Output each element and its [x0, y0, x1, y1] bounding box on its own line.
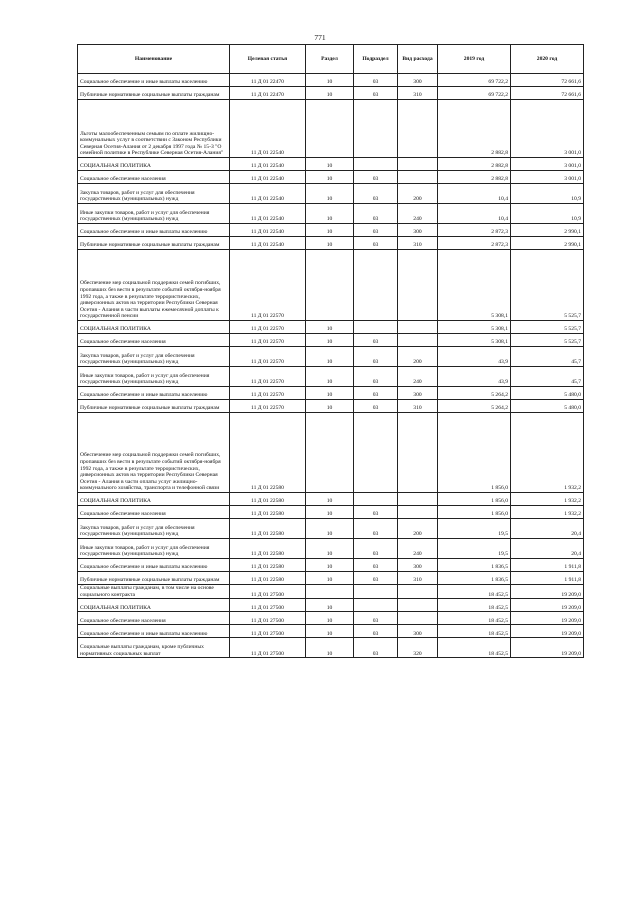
table-row — [78, 400, 584, 413]
cell-year-2019: 1 836,5 — [438, 559, 511, 572]
table-row — [78, 585, 584, 599]
cell-subsection — [354, 158, 398, 171]
cell-section — [306, 585, 354, 599]
cell-subsection — [354, 100, 398, 158]
cell-expense-type — [398, 171, 438, 184]
cell-target-article: 11 Д 01 22570 — [230, 321, 306, 334]
cell-year-2019: 2 882,8 — [438, 100, 511, 158]
cell-target-article: 11 Д 01 22580 — [230, 506, 306, 519]
header-year-2020: 2020 год — [511, 45, 584, 74]
cell-expense-type — [398, 506, 438, 519]
cell-section: 10 — [306, 171, 354, 184]
cell-name: СОЦИАЛЬНАЯ ПОЛИТИКА — [78, 158, 230, 171]
cell-year-2020: 19 209,0 — [511, 638, 584, 658]
cell-target-article: 11 Д 01 22570 — [230, 347, 306, 367]
cell-section: 10 — [306, 559, 354, 572]
cell-subsection: 03 — [354, 539, 398, 559]
cell-year-2020: 1 932,2 — [511, 493, 584, 506]
cell-name: Публичные нормативные социальные выплаты гражданам — [78, 400, 230, 413]
cell-subsection: 03 — [354, 559, 398, 572]
cell-target-article: 11 Д 01 22580 — [230, 572, 306, 585]
cell-subsection: 03 — [354, 204, 398, 224]
cell-target-article: 11 Д 01 22540 — [230, 158, 306, 171]
cell-expense-type: 200 — [398, 347, 438, 367]
table-row — [78, 87, 584, 100]
cell-section: 10 — [306, 519, 354, 539]
cell-name: Закупка товаров, работ и услуг для обеспечения государственных (муниципальных) нужд — [78, 519, 230, 539]
cell-year-2019: 10,4 — [438, 204, 511, 224]
cell-year-2020: 19 209,0 — [511, 612, 584, 625]
cell-year-2020: 72 661,6 — [511, 74, 584, 87]
cell-year-2019: 1 836,5 — [438, 572, 511, 585]
cell-section: 10 — [306, 506, 354, 519]
table-row — [78, 237, 584, 250]
cell-name: Обеспечение мер социальной поддержки семей погибших, пропавших без вести в результате событий октября-ноября 1992 года, а также в результате террористических, диверсионных актов на территории Республики Северная Осетия - Алания в части выплаты ежемесячной доплаты к государственной пенсии — [78, 250, 230, 321]
table-row — [78, 387, 584, 400]
cell-name: Публичные нормативные социальные выплаты гражданам — [78, 87, 230, 100]
cell-target-article: 11 Д 01 27500 — [230, 599, 306, 612]
cell-year-2020: 19 209,0 — [511, 625, 584, 638]
cell-section: 10 — [306, 387, 354, 400]
cell-name: Социальное обеспечение населения — [78, 171, 230, 184]
cell-year-2019: 69 722,2 — [438, 74, 511, 87]
cell-year-2020: 3 001,0 — [511, 100, 584, 158]
cell-year-2020: 2 990,1 — [511, 237, 584, 250]
cell-expense-type: 300 — [398, 387, 438, 400]
cell-target-article: 11 Д 01 22540 — [230, 237, 306, 250]
table-row — [78, 599, 584, 612]
cell-year-2020: 72 661,6 — [511, 87, 584, 100]
table-row — [78, 204, 584, 224]
cell-subsection: 03 — [354, 572, 398, 585]
cell-expense-type: 300 — [398, 625, 438, 638]
cell-year-2019: 18 452,5 — [438, 599, 511, 612]
cell-year-2019: 2 872,3 — [438, 224, 511, 237]
header-section: Раздел — [306, 45, 354, 74]
budget-table — [77, 44, 584, 658]
cell-expense-type: 200 — [398, 519, 438, 539]
table-row — [78, 224, 584, 237]
cell-subsection: 03 — [354, 625, 398, 638]
cell-section: 10 — [306, 334, 354, 347]
cell-subsection — [354, 585, 398, 599]
table-row — [78, 506, 584, 519]
cell-target-article: 11 Д 01 22570 — [230, 334, 306, 347]
cell-name: Обеспечение мер социальной поддержки семей погибших, пропавших без вести в результате событий октября-ноября 1992 года, а также в результате террористических, диверсионных актов на территории Республики Северная Осетия - Алания в части оплаты услуг жилищно-коммунального хозяйства, транспорта и телефонной связи — [78, 413, 230, 493]
cell-subsection: 03 — [354, 237, 398, 250]
table-row — [78, 625, 584, 638]
cell-target-article: 11 Д 01 22470 — [230, 87, 306, 100]
cell-name: Социальное обеспечение и иные выплаты населению — [78, 625, 230, 638]
cell-year-2020: 5 525,7 — [511, 334, 584, 347]
cell-section: 10 — [306, 638, 354, 658]
cell-section — [306, 100, 354, 158]
table-row — [78, 184, 584, 204]
cell-expense-type: 300 — [398, 74, 438, 87]
cell-year-2019: 19,5 — [438, 519, 511, 539]
cell-subsection — [354, 413, 398, 493]
cell-section: 10 — [306, 74, 354, 87]
cell-section: 10 — [306, 224, 354, 237]
cell-year-2020: 10,9 — [511, 184, 584, 204]
cell-subsection: 03 — [354, 387, 398, 400]
cell-subsection: 03 — [354, 367, 398, 387]
cell-section: 10 — [306, 87, 354, 100]
table-row — [78, 100, 584, 158]
cell-target-article: 11 Д 01 22570 — [230, 250, 306, 321]
cell-target-article: 11 Д 01 22580 — [230, 493, 306, 506]
cell-section: 10 — [306, 347, 354, 367]
cell-name: Социальные выплаты гражданам, в том числе на основе социального контракта — [78, 585, 230, 599]
cell-expense-type — [398, 334, 438, 347]
cell-year-2020: 45,7 — [511, 347, 584, 367]
cell-target-article: 11 Д 01 22580 — [230, 413, 306, 493]
cell-subsection: 03 — [354, 519, 398, 539]
cell-name: Социальное обеспечение и иные выплаты населению — [78, 559, 230, 572]
cell-name: Публичные нормативные социальные выплаты гражданам — [78, 572, 230, 585]
cell-subsection: 03 — [354, 400, 398, 413]
cell-expense-type: 200 — [398, 184, 438, 204]
cell-target-article: 11 Д 01 22580 — [230, 519, 306, 539]
header-target-article: Целевая статья — [230, 45, 306, 74]
cell-target-article: 11 Д 01 22570 — [230, 400, 306, 413]
cell-year-2020: 1 911,8 — [511, 572, 584, 585]
cell-target-article: 11 Д 01 22570 — [230, 387, 306, 400]
table-row — [78, 171, 584, 184]
cell-section: 10 — [306, 400, 354, 413]
cell-year-2019: 69 722,2 — [438, 87, 511, 100]
cell-target-article: 11 Д 01 27500 — [230, 585, 306, 599]
cell-year-2020: 45,7 — [511, 367, 584, 387]
cell-year-2020: 5 525,7 — [511, 321, 584, 334]
cell-expense-type: 310 — [398, 572, 438, 585]
cell-year-2019: 5 264,2 — [438, 387, 511, 400]
cell-subsection — [354, 321, 398, 334]
cell-expense-type — [398, 493, 438, 506]
cell-name: Иные закупки товаров, работ и услуг для обеспечения государственных (муниципальных) нужд — [78, 204, 230, 224]
cell-year-2019: 10,4 — [438, 184, 511, 204]
header-name: Наименование — [78, 45, 230, 74]
cell-subsection: 03 — [354, 74, 398, 87]
table-body — [78, 74, 584, 658]
cell-subsection: 03 — [354, 87, 398, 100]
cell-year-2019: 1 856,0 — [438, 493, 511, 506]
cell-section: 10 — [306, 599, 354, 612]
cell-year-2020: 5 480,0 — [511, 387, 584, 400]
cell-name: Социальное обеспечение населения — [78, 612, 230, 625]
cell-section: 10 — [306, 539, 354, 559]
cell-subsection — [354, 493, 398, 506]
cell-year-2019: 1 856,0 — [438, 506, 511, 519]
cell-target-article: 11 Д 01 22580 — [230, 559, 306, 572]
cell-year-2019: 43,9 — [438, 347, 511, 367]
cell-name: Иные закупки товаров, работ и услуг для обеспечения государственных (муниципальных) нужд — [78, 367, 230, 387]
cell-section: 10 — [306, 321, 354, 334]
cell-subsection: 03 — [354, 171, 398, 184]
cell-year-2020: 3 001,0 — [511, 158, 584, 171]
cell-year-2019: 18 452,5 — [438, 585, 511, 599]
cell-target-article: 11 Д 01 22540 — [230, 171, 306, 184]
cell-section: 10 — [306, 237, 354, 250]
table-row — [78, 493, 584, 506]
cell-name: СОЦИАЛЬНАЯ ПОЛИТИКА — [78, 599, 230, 612]
cell-expense-type: 240 — [398, 204, 438, 224]
cell-target-article: 11 Д 01 22470 — [230, 74, 306, 87]
cell-expense-type: 240 — [398, 367, 438, 387]
cell-section — [306, 413, 354, 493]
table-row — [78, 413, 584, 493]
cell-year-2019: 5 308,1 — [438, 321, 511, 334]
cell-expense-type: 300 — [398, 224, 438, 237]
table-row — [78, 539, 584, 559]
header-year-2019: 2019 год — [438, 45, 511, 74]
cell-year-2020: 19 209,0 — [511, 585, 584, 599]
cell-name: Иные закупки товаров, работ и услуг для обеспечения государственных (муниципальных) нужд — [78, 539, 230, 559]
cell-year-2020: 19 209,0 — [511, 599, 584, 612]
cell-target-article: 11 Д 01 22540 — [230, 184, 306, 204]
cell-target-article: 11 Д 01 22570 — [230, 367, 306, 387]
cell-subsection: 03 — [354, 612, 398, 625]
table-row — [78, 559, 584, 572]
header-subsection: Подраздел — [354, 45, 398, 74]
cell-year-2020: 1 911,8 — [511, 559, 584, 572]
cell-year-2020: 1 932,2 — [511, 506, 584, 519]
cell-year-2020: 5 480,0 — [511, 400, 584, 413]
cell-expense-type — [398, 599, 438, 612]
cell-expense-type — [398, 413, 438, 493]
cell-target-article: 11 Д 01 22580 — [230, 539, 306, 559]
cell-year-2020: 20,4 — [511, 519, 584, 539]
table-row — [78, 572, 584, 585]
cell-section: 10 — [306, 572, 354, 585]
cell-name: Социальное обеспечение населения — [78, 334, 230, 347]
cell-target-article: 11 Д 01 27500 — [230, 638, 306, 658]
cell-year-2019: 5 308,1 — [438, 250, 511, 321]
cell-expense-type: 310 — [398, 400, 438, 413]
cell-section: 10 — [306, 625, 354, 638]
table-row — [78, 612, 584, 625]
cell-name: Социальное обеспечение и иные выплаты населению — [78, 387, 230, 400]
cell-target-article: 11 Д 01 22540 — [230, 204, 306, 224]
cell-year-2019: 18 452,5 — [438, 612, 511, 625]
cell-expense-type — [398, 158, 438, 171]
cell-name: Закупка товаров, работ и услуг для обеспечения государственных (муниципальных) нужд — [78, 184, 230, 204]
cell-year-2020: 5 525,7 — [511, 250, 584, 321]
table-row — [78, 321, 584, 334]
cell-expense-type: 310 — [398, 237, 438, 250]
cell-subsection: 03 — [354, 184, 398, 204]
cell-year-2019: 19,5 — [438, 539, 511, 559]
table-row — [78, 638, 584, 658]
cell-year-2019: 2 882,8 — [438, 171, 511, 184]
table-row — [78, 74, 584, 87]
cell-section: 10 — [306, 367, 354, 387]
cell-section: 10 — [306, 184, 354, 204]
cell-section: 10 — [306, 158, 354, 171]
cell-subsection: 03 — [354, 347, 398, 367]
table-row — [78, 519, 584, 539]
cell-name: Социальное обеспечение и иные выплаты населению — [78, 224, 230, 237]
cell-name: СОЦИАЛЬНАЯ ПОЛИТИКА — [78, 321, 230, 334]
cell-name: Социальное обеспечение и иные выплаты населению — [78, 74, 230, 87]
cell-target-article: 11 Д 01 27500 — [230, 612, 306, 625]
cell-year-2019: 18 452,5 — [438, 638, 511, 658]
cell-name: Льготы малообеспеченным семьям по оплате жилищно-коммунальных услуг в соответствии с Законом Республики Северная Осетия-Алания от 2 декабря 1997 года № 15-З "О семейной политике в Республике Северная Осетия-Алания" — [78, 100, 230, 158]
cell-name: Социальное обеспечение населения — [78, 506, 230, 519]
cell-section: 10 — [306, 493, 354, 506]
cell-year-2019: 1 856,0 — [438, 413, 511, 493]
cell-section: 10 — [306, 204, 354, 224]
cell-year-2019: 18 452,5 — [438, 625, 511, 638]
cell-subsection — [354, 599, 398, 612]
cell-target-article: 11 Д 01 27500 — [230, 625, 306, 638]
cell-year-2019: 43,9 — [438, 367, 511, 387]
cell-name: СОЦИАЛЬНАЯ ПОЛИТИКА — [78, 493, 230, 506]
table-row — [78, 367, 584, 387]
cell-expense-type: 310 — [398, 87, 438, 100]
cell-target-article: 11 Д 01 22540 — [230, 224, 306, 237]
page-number: 771 — [314, 33, 326, 42]
table-row — [78, 334, 584, 347]
cell-year-2019: 5 308,1 — [438, 334, 511, 347]
cell-section — [306, 250, 354, 321]
table-row — [78, 250, 584, 321]
cell-year-2020: 20,4 — [511, 539, 584, 559]
table-header-row — [78, 45, 584, 74]
cell-expense-type — [398, 612, 438, 625]
header-expense-type: Вид расхода — [398, 45, 438, 74]
cell-expense-type — [398, 321, 438, 334]
cell-expense-type: 320 — [398, 638, 438, 658]
cell-year-2020: 2 990,1 — [511, 224, 584, 237]
cell-subsection: 03 — [354, 638, 398, 658]
cell-year-2019: 2 882,8 — [438, 158, 511, 171]
cell-expense-type: 300 — [398, 559, 438, 572]
cell-expense-type — [398, 585, 438, 599]
table-row — [78, 158, 584, 171]
cell-year-2020: 10,9 — [511, 204, 584, 224]
cell-subsection: 03 — [354, 224, 398, 237]
cell-target-article: 11 Д 01 22540 — [230, 100, 306, 158]
cell-expense-type — [398, 250, 438, 321]
cell-year-2019: 2 872,3 — [438, 237, 511, 250]
cell-expense-type: 240 — [398, 539, 438, 559]
cell-subsection — [354, 250, 398, 321]
cell-subsection: 03 — [354, 334, 398, 347]
cell-subsection: 03 — [354, 506, 398, 519]
cell-expense-type — [398, 100, 438, 158]
table-row — [78, 347, 584, 367]
cell-name: Публичные нормативные социальные выплаты гражданам — [78, 237, 230, 250]
cell-section: 10 — [306, 612, 354, 625]
cell-year-2020: 3 001,0 — [511, 171, 584, 184]
cell-year-2019: 5 264,2 — [438, 400, 511, 413]
cell-year-2020: 1 932,2 — [511, 413, 584, 493]
cell-name: Закупка товаров, работ и услуг для обеспечения государственных (муниципальных) нужд — [78, 347, 230, 367]
cell-name: Социальные выплаты гражданам, кроме публичных нормативных социальных выплат — [78, 638, 230, 658]
